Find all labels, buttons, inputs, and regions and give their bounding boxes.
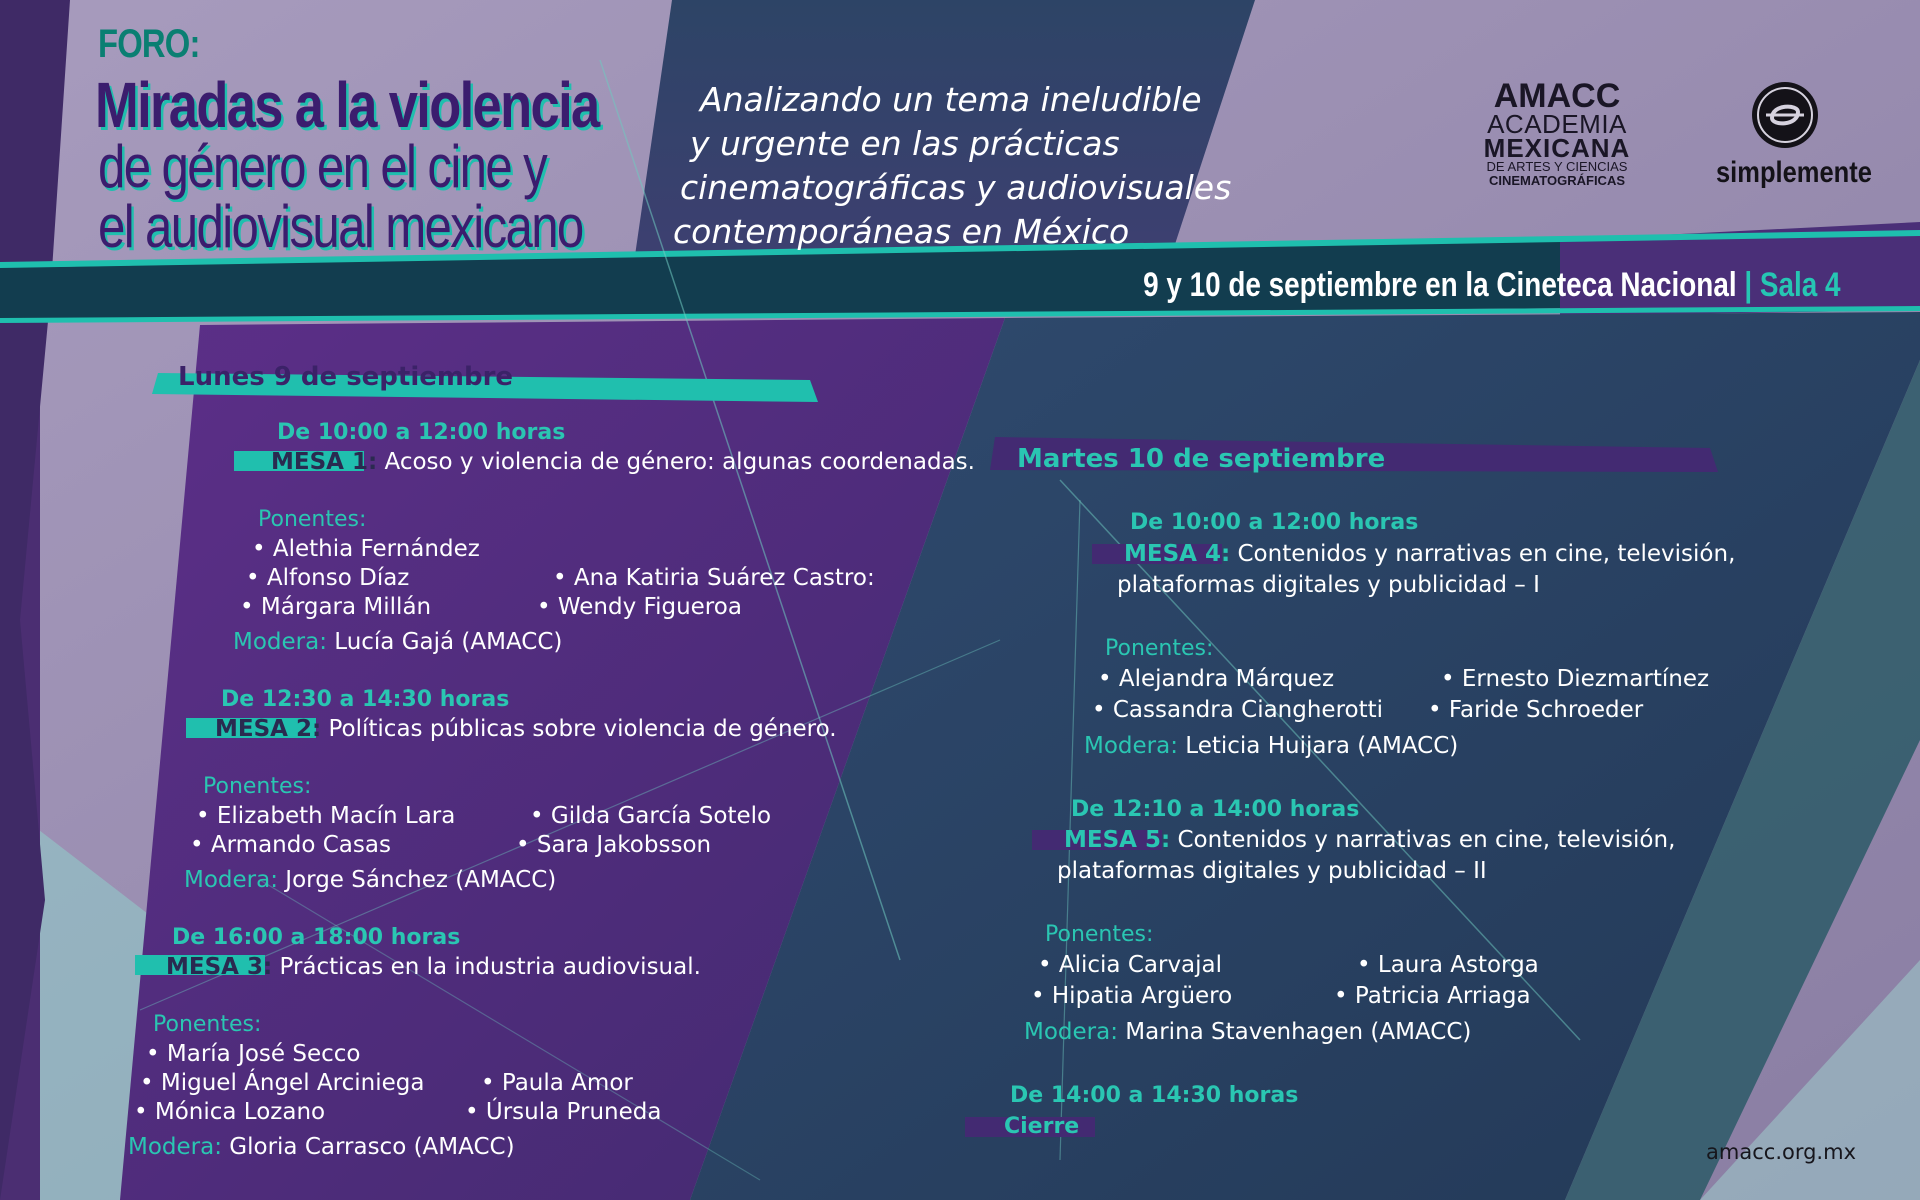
speaker: • Patricia Arriaga <box>1334 983 1531 1009</box>
session-3-mesa-label: MESA 3: <box>166 954 273 980</box>
session-1-mesa-label: MESA 1: <box>271 449 378 475</box>
moderator-name: Leticia Huijara (AMACC) <box>1185 733 1459 759</box>
session-2-speakers-label: Ponentes: <box>203 774 312 799</box>
session-2-moderator <box>184 867 556 893</box>
amacc-logo <box>1482 77 1632 188</box>
session-1-mesa-title: Acoso y violencia de género: algunas coordenadas. <box>384 449 975 475</box>
speaker: • Armando Casas <box>190 832 391 858</box>
moderator-label: Modera: <box>128 1134 222 1160</box>
closing-time: De 14:00 a 14:30 horas <box>1010 1083 1299 1108</box>
session-3-title <box>166 954 701 980</box>
session-3-mesa-title: Prácticas en la industria audiovisual. <box>279 954 701 980</box>
speaker: • Wendy Figueroa <box>537 594 742 620</box>
session-1-moderator <box>233 629 562 655</box>
amacc-line-3: DE ARTES Y CIENCIAS <box>1486 159 1628 174</box>
session-3-speakers-label: Ponentes: <box>153 1012 262 1037</box>
speaker: • Sara Jakobsson <box>516 832 712 858</box>
title-line-1: Miradas a la violencia <box>95 69 599 141</box>
moderator-label: Modera: <box>1024 1019 1118 1045</box>
simplemente-logo-icon <box>1752 82 1818 148</box>
banner-dates: 9 y 10 de septiembre en la Cineteca Nacional <box>1142 266 1737 304</box>
speaker: • Hipatia Argüero <box>1031 983 1233 1009</box>
speaker: • Faride Schroeder <box>1428 697 1644 723</box>
banner-separator: | <box>1743 266 1752 304</box>
session-4-title-line-2: plataformas digitales y publicidad – I <box>1117 572 1540 598</box>
simplemente-logo-text: simplemente <box>1716 156 1872 189</box>
moderator-name: Lucía Gajá (AMACC) <box>334 629 563 655</box>
speaker: • Paula Amor <box>481 1070 633 1096</box>
session-1-speakers-label: Ponentes: <box>258 507 367 532</box>
speaker: • Alethia Fernández <box>252 536 480 562</box>
session-3-moderator <box>128 1134 515 1160</box>
speaker: • Gilda García Sotelo <box>530 803 772 829</box>
speaker: • María José Secco <box>146 1041 361 1067</box>
tagline-line-1: Analizando un tema ineludible <box>700 80 1202 119</box>
speaker: • Alejandra Márquez <box>1098 666 1335 692</box>
tagline-line-4: contemporáneas en México <box>673 212 1130 251</box>
speaker: • Elizabeth Macín Lara <box>196 803 456 829</box>
session-5-mesa-label: MESA 5: <box>1064 827 1171 853</box>
tagline-line-3: cinematográficas y audiovisuales <box>680 168 1232 207</box>
tagline-line-2: y urgente en las prácticas <box>690 124 1120 163</box>
session-2-mesa-label: MESA 2: <box>215 716 322 742</box>
title-line-2: de género en el cine y <box>98 133 547 200</box>
session-2-mesa-title: Políticas públicas sobre violencia de género. <box>328 716 837 742</box>
session-1-title <box>271 449 975 475</box>
amacc-acronym: AMACC <box>1493 77 1621 115</box>
amacc-line-4: CINEMATOGRÁFICAS <box>1488 173 1626 188</box>
day-2-heading: Martes 10 de septiembre <box>1017 444 1386 474</box>
speaker: • Miguel Ángel Arciniega <box>140 1070 425 1096</box>
speaker: • Alfonso Díaz <box>246 565 410 591</box>
closing-label: Cierre <box>1004 1114 1080 1139</box>
session-2-time: De 12:30 a 14:30 horas <box>221 687 510 712</box>
day-1-heading: Lunes 9 de septiembre <box>178 362 514 392</box>
speaker: • Márgara Millán <box>240 594 432 620</box>
moderator-label: Modera: <box>233 629 327 655</box>
moderator-name: Gloria Carrasco (AMACC) <box>229 1134 515 1160</box>
session-5-title-line-2: plataformas digitales y publicidad – II <box>1057 858 1487 884</box>
speaker: • Ana Katiria Suárez Castro: <box>553 565 875 591</box>
website-url: amacc.org.mx <box>1706 1140 1856 1164</box>
title-line-3: el audiovisual mexicano <box>98 193 583 260</box>
session-4-time: De 10:00 a 12:00 horas <box>1130 510 1419 535</box>
session-3-time: De 16:00 a 18:00 horas <box>172 925 461 950</box>
session-5-title <box>1064 827 1675 853</box>
session-4-mesa-title: Contenidos y narrativas en cine, televisión, <box>1237 541 1736 567</box>
session-1-time: De 10:00 a 12:00 horas <box>277 420 566 445</box>
session-4-moderator <box>1084 733 1458 759</box>
amacc-line-1: ACADEMIA <box>1487 109 1627 139</box>
session-5-time: De 12:10 a 14:00 horas <box>1071 797 1360 822</box>
amacc-line-2: MEXICANA <box>1483 133 1631 163</box>
speaker: • Laura Astorga <box>1357 952 1539 978</box>
date-banner <box>1143 266 1840 305</box>
session-5-moderator <box>1024 1019 1471 1045</box>
forum-kicker: FORO: <box>98 22 200 66</box>
session-4-speakers-label: Ponentes: <box>1105 636 1214 661</box>
speaker: • Ernesto Diezmartínez <box>1441 666 1710 692</box>
moderator-name: Jorge Sánchez (AMACC) <box>285 867 557 893</box>
speaker: • Úrsula Pruneda <box>465 1099 662 1125</box>
speaker: • Mónica Lozano <box>134 1099 326 1125</box>
session-5-mesa-title: Contenidos y narrativas en cine, televisión, <box>1177 827 1676 853</box>
speaker: • Cassandra Ciangherotti <box>1092 697 1384 723</box>
speaker: • Alicia Carvajal <box>1038 952 1223 978</box>
moderator-name: Marina Stavenhagen (AMACC) <box>1125 1019 1472 1045</box>
banner-room: Sala 4 <box>1759 266 1840 304</box>
session-5-speakers-label: Ponentes: <box>1045 922 1154 947</box>
session-4-mesa-label: MESA 4: <box>1124 541 1231 567</box>
moderator-label: Modera: <box>184 867 278 893</box>
session-4-title <box>1124 541 1735 567</box>
moderator-label: Modera: <box>1084 733 1178 759</box>
session-2-title <box>215 716 837 742</box>
